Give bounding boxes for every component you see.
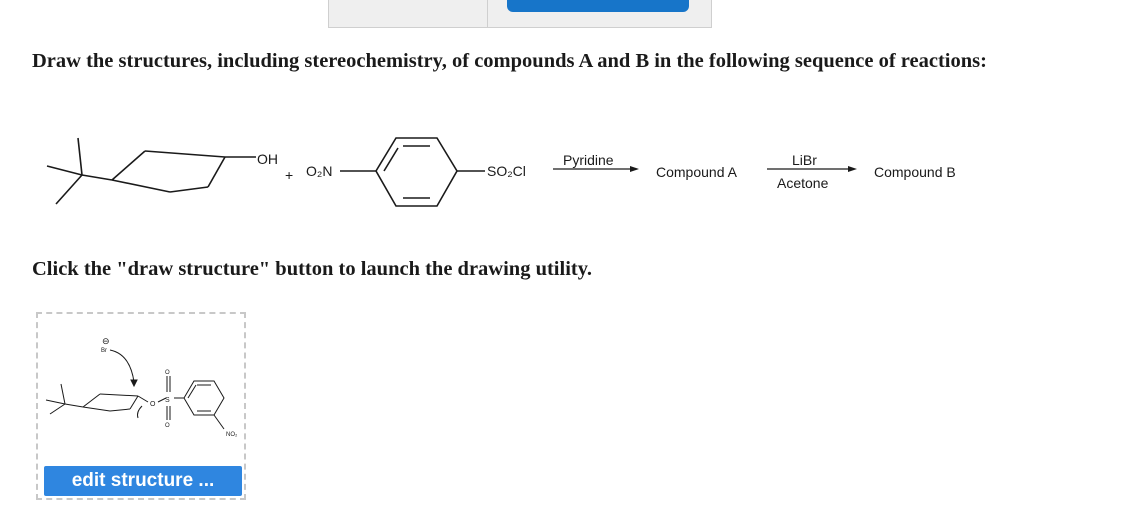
oxygen-top-label: O	[165, 370, 170, 376]
reagent-pyridine: Pyridine	[563, 152, 614, 168]
bromide-label: Br	[101, 348, 107, 354]
reagent-acetone: Acetone	[777, 175, 829, 191]
answer-drawing-box[interactable]	[36, 312, 246, 500]
top-tab-strip	[328, 0, 712, 28]
answer-structure-svg	[38, 314, 244, 464]
benzene-ring	[340, 138, 485, 206]
nitro-label: O₂N	[306, 163, 333, 179]
question-text: Draw the structures, including stereochemistry, of compounds A and B in the following sequence of reactions:	[32, 50, 987, 72]
cyclohexanol-structure	[47, 138, 256, 204]
sulfonyl-chloride-label: SO₂Cl	[487, 163, 526, 179]
bromide-charge: ⊖	[102, 336, 110, 346]
reagent-libr: LiBr	[792, 152, 817, 168]
top-action-button[interactable]	[507, 0, 689, 12]
oxygen-bottom-label: O	[165, 423, 170, 429]
reaction-svg	[0, 120, 1140, 230]
hydroxyl-label: OH	[257, 151, 278, 167]
compound-a-label: Compound A	[656, 164, 737, 180]
tab-divider	[487, 0, 488, 28]
sulfur-label: S	[165, 397, 170, 404]
oxygen-ester-label: O	[150, 401, 156, 408]
answer-nitro-label: NO₂	[226, 432, 238, 438]
reaction-scheme	[0, 120, 1140, 230]
answer-structure-lines	[46, 350, 224, 429]
instruction-text: Click the "draw structure" button to launch the drawing utility.	[32, 258, 592, 280]
plus-sign: +	[285, 167, 294, 183]
edit-structure-button[interactable]: edit structure ...	[44, 466, 242, 496]
compound-b-label: Compound B	[874, 164, 956, 180]
